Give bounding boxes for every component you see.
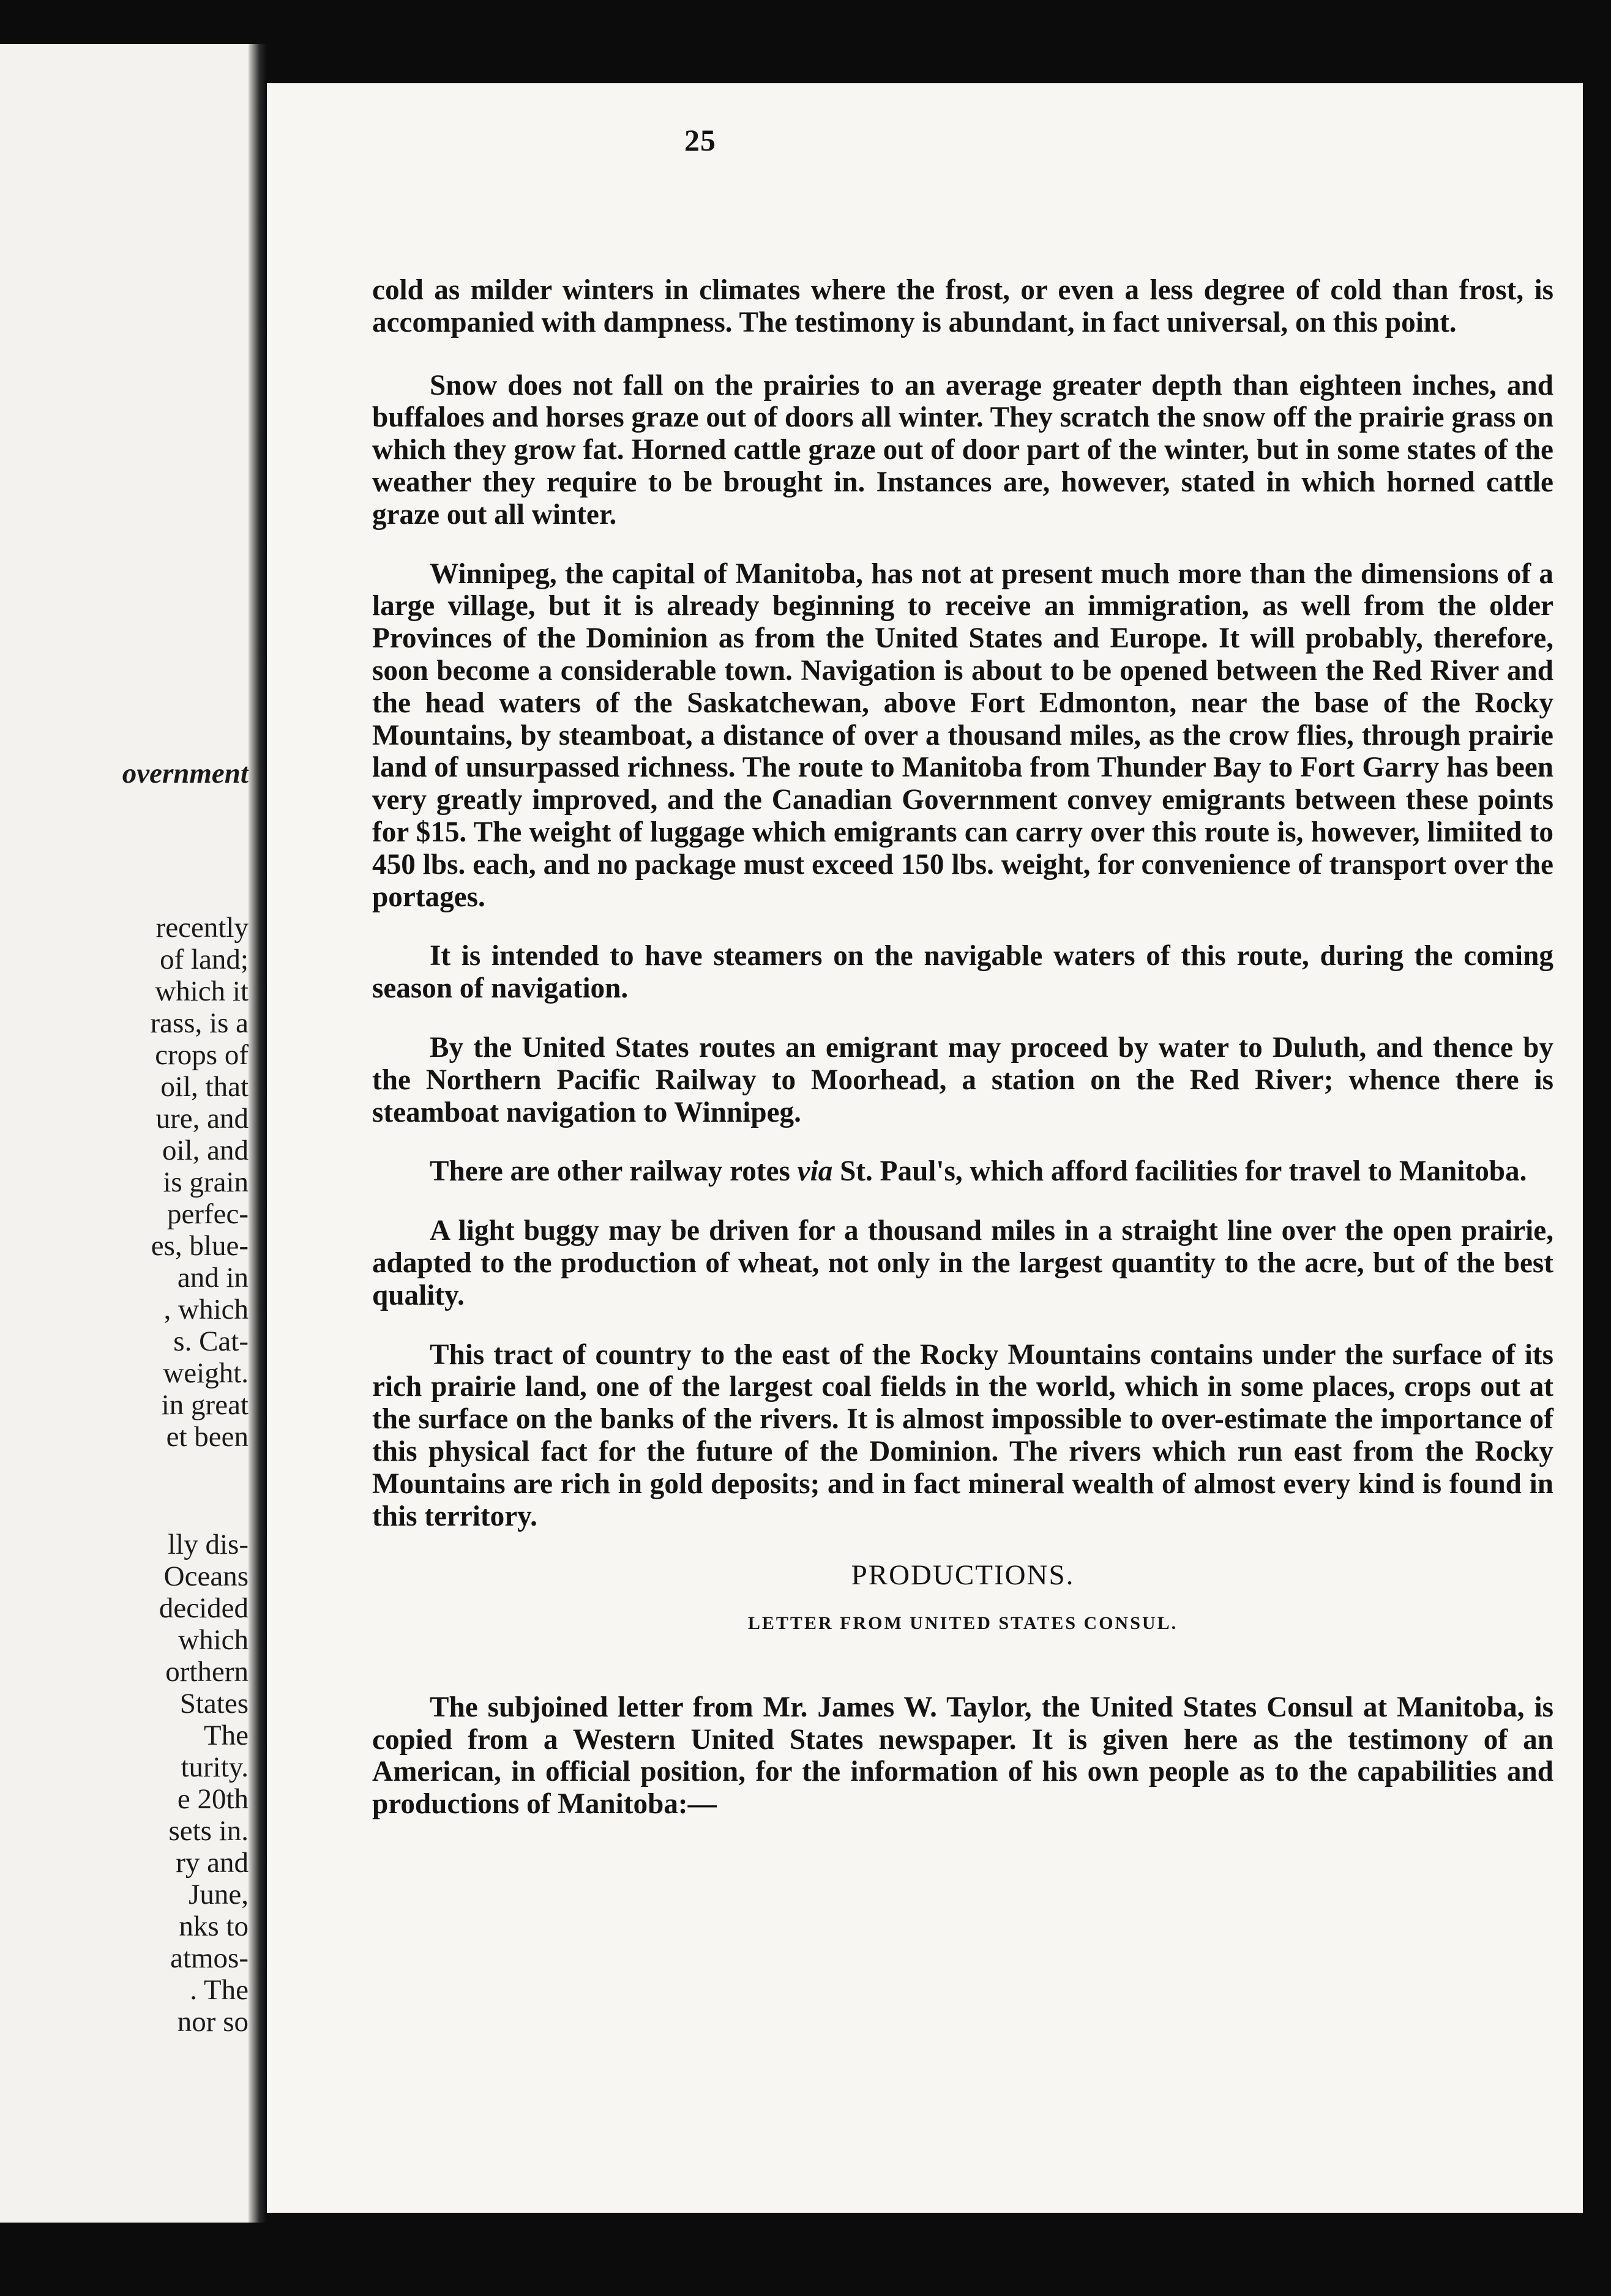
left-page-line: rass, is a <box>150 1007 249 1039</box>
paragraph-snow: Snow does not fall on the prairies to an average greater depth than eighteen inches, and buffaloes and horses graze out of doors all winter. They scratch the snow off the prairie grass on which they grow fat. Horned cattle graze out of door part of the winter, but in some states of the weather they require to be brought in. Instances are, however, stated in which horned cattle graze out all winter. <box>372 369 1553 531</box>
railway-text-before: There are other railway rotes <box>430 1155 798 1188</box>
page-body <box>372 274 1553 1821</box>
section-subheading: LETTER FROM UNITED STATES CONSUL. <box>747 1613 1178 1634</box>
left-page-line: e 20th <box>177 1783 249 1815</box>
left-page-line: of land; <box>160 944 249 975</box>
paragraph-consul-letter: The subjoined letter from Mr. James W. Taylor, the United States Consul at Manitoba, is copied from a Western United States newspaper. It is given here as the testimony of an American, in official position, for the information of his own people as to the capabilities and productions of Manitoba:— <box>372 1691 1553 1821</box>
left-page-line: which it <box>155 975 249 1007</box>
left-page-line: is grain <box>163 1166 249 1198</box>
left-page-line: ry and <box>176 1847 249 1879</box>
left-page-line: nks to <box>179 1910 249 1942</box>
left-page-line: . The <box>190 1974 249 2006</box>
paragraph-winter-continuation: cold as milder winters in climates where the frost, or even a less degree of cold than frost, is accompanied with dampness. The testimony is abundant, in fact universal, on this point. <box>372 274 1553 338</box>
left-page-line: The <box>203 1720 249 1751</box>
left-page-line: turity. <box>181 1751 249 1783</box>
left-page-line: Oceans <box>163 1560 249 1592</box>
paragraph-winnipeg: Winnipeg, the capital of Manitoba, has not at present much more than the dimensions of a large village, but it is already beginning to receive an immigration, as well from the older Provinces of the Dominion as from the United States and Europe. It will probably, therefore, soon become a considerable town. Navigation is about to be opened between the Red River and the head waters of the Saskatchewan, above Fort Edmonton, near the base of the Rocky Mountains, by steamboat, a distance of over a thousand miles, as the crow flies, through prairie land of unsurpassed richness. The route to Manitoba from Thunder Bay to Fort Garry has been very greatly improved, and the Canadian Government convey emigrants between these points for $15. The weight of luggage which emigrants can carry over this route is, however, limiited to 450 lbs. each, and no package must exceed 150 lbs. weight, for convenience of transport over the portages. <box>372 557 1553 913</box>
left-page-line: in great <box>161 1389 249 1421</box>
paragraph-steamers: It is intended to have steamers on the navigable waters of this route, during the coming season of navigation. <box>372 940 1553 1005</box>
left-page-line: June, <box>189 1879 249 1910</box>
left-page-line: decided <box>159 1592 249 1624</box>
left-page-line: overnment <box>122 758 249 789</box>
left-page-line: oil, that <box>160 1071 249 1103</box>
left-page-line: lly dis- <box>168 1529 249 1560</box>
section-heading: PRODUCTIONS. <box>851 1559 1075 1592</box>
left-facing-page <box>0 44 257 2223</box>
left-page-line: atmos- <box>170 1942 249 1974</box>
paragraph-coal-fields: This tract of country to the east of the Rocky Mountains contains under the surface of its rich prairie land, one of the largest coal fields in the world, which in some places, crops out at the surface on the banks of the rivers. It is almost impossible to over-estimate the importance of this physical fact for the future of the Dominion. The rivers which run east from the Rocky Mountains are rich in gold deposits; and in fact mineral wealth of almost every kind is found in this territory. <box>372 1338 1553 1532</box>
left-page-line: , which <box>163 1294 249 1325</box>
left-page-line: which <box>178 1624 249 1656</box>
left-page-line: ure, and <box>155 1103 249 1135</box>
via-italic: via <box>797 1155 833 1188</box>
left-page-line: nor so <box>177 2006 249 2038</box>
left-page-line: es, blue- <box>151 1230 249 1262</box>
left-page-line: sets in. <box>168 1815 249 1847</box>
left-page-line: crops of <box>155 1039 249 1071</box>
left-page-line: States <box>179 1688 249 1720</box>
page-number: 25 <box>684 123 716 157</box>
paragraph-railway-routes <box>372 1155 1553 1188</box>
left-page-line: oil, and <box>162 1135 249 1166</box>
left-page-line: et been <box>166 1421 249 1453</box>
railway-text-after: St. Paul's, which afford facilities for travel to Manitoba. <box>832 1155 1527 1188</box>
paragraph-buggy: A light buggy may be driven for a thousand miles in a straight line over the open prairie, adapted to the production of wheat, not only in the largest quantity to the acre, but of the best quality. <box>372 1215 1553 1311</box>
left-page-line: weight. <box>163 1357 249 1389</box>
book-gutter <box>249 44 267 2223</box>
left-page-line: s. Cat- <box>173 1325 249 1357</box>
left-page-line: perfec- <box>166 1198 249 1230</box>
left-page-line: orthern <box>165 1656 249 1688</box>
paragraph-us-routes: By the United States routes an emigrant may proceed by water to Duluth, and thence by the Northern Pacific Railway to Moorhead, a station on the Red River; whence there is steamboat navigation to Winnipeg. <box>372 1031 1553 1128</box>
left-page-line: recently <box>155 912 249 944</box>
left-page-line: and in <box>177 1262 249 1294</box>
